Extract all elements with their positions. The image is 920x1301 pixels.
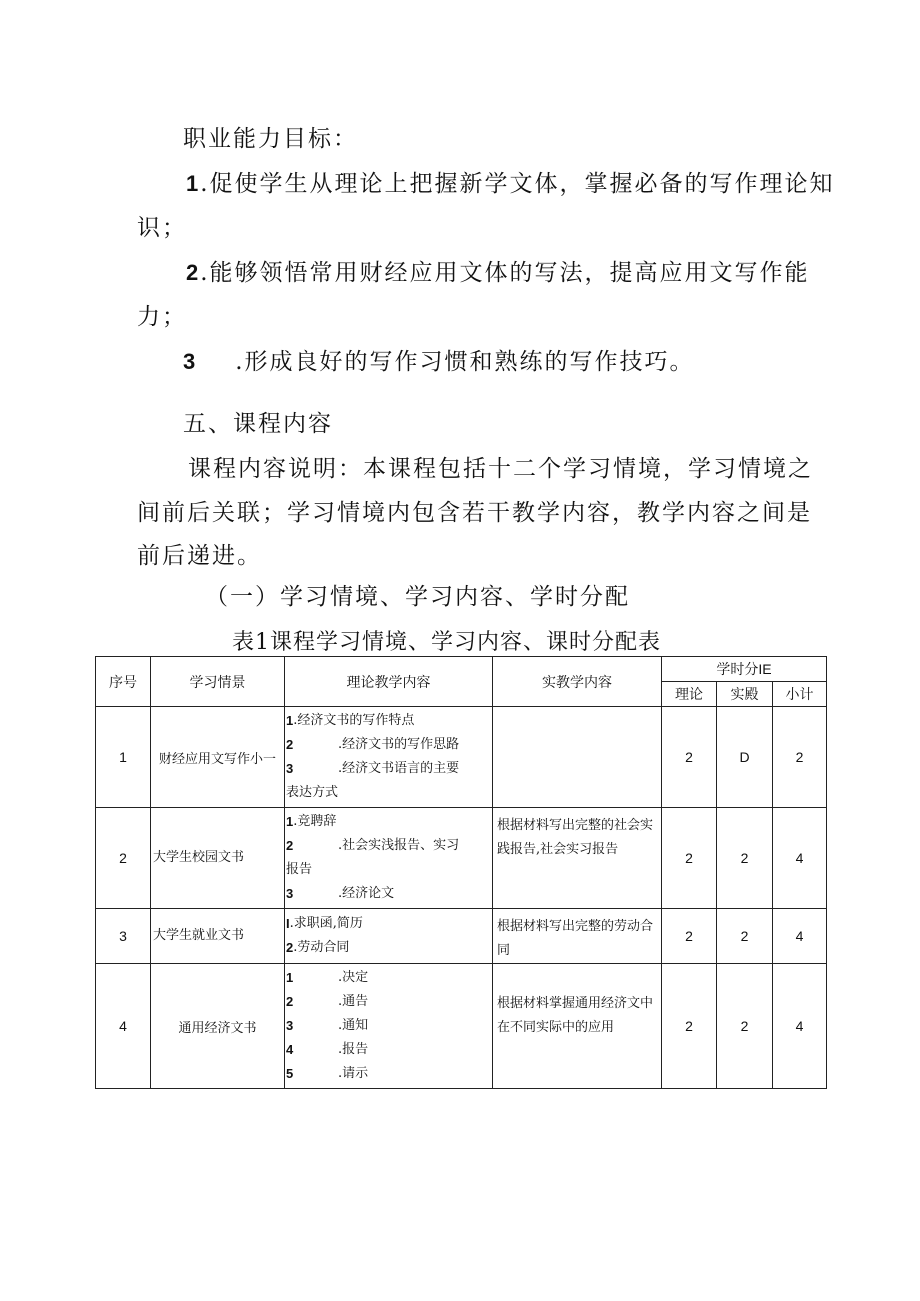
row-seq: 1 bbox=[96, 707, 151, 808]
objective-1 bbox=[186, 165, 835, 198]
row-seq: 4 bbox=[96, 964, 151, 1089]
objective-1-text: .促使学生从理论上把握新学文体，掌握必备的写作理论知 bbox=[200, 171, 835, 197]
header-seq: 序号 bbox=[96, 657, 151, 707]
row-theory-items bbox=[285, 909, 493, 964]
objective-2-number: 2 bbox=[186, 260, 201, 285]
list-item: 1 .竞聘辞 bbox=[286, 814, 337, 829]
row-subtotal: 2 bbox=[773, 707, 827, 808]
row-practice: 根据材料写出完整的劳动合同 bbox=[493, 909, 662, 964]
header-practice-content: 实教学内容 bbox=[493, 657, 662, 707]
section-desc-3: 前后递进。 bbox=[137, 543, 262, 569]
objective-3 bbox=[183, 343, 695, 376]
objectives-heading: 职业能力目标： bbox=[183, 126, 358, 152]
table-row bbox=[96, 909, 827, 964]
table-row bbox=[96, 808, 827, 909]
row-subtotal: 4 bbox=[773, 964, 827, 1089]
list-item-cont: 报告 bbox=[286, 862, 313, 877]
row-subtotal: 4 bbox=[773, 808, 827, 909]
section-desc-1: 课程内容说明：本课程包括十二个学习情境，学习情境之 bbox=[188, 456, 813, 482]
list-item: 3 .通知 bbox=[286, 1018, 369, 1033]
objective-3-text: .形成良好的写作习惯和熟练的写作技巧。 bbox=[235, 349, 695, 375]
row-seq: 2 bbox=[96, 808, 151, 909]
row-practice-hours: 2 bbox=[717, 808, 773, 909]
subsection-title: （一）学习情境、学习内容、学时分配 bbox=[205, 584, 630, 610]
row-subtotal: 4 bbox=[773, 909, 827, 964]
list-item: 1 .决定 bbox=[286, 970, 369, 985]
list-item: 2 .劳动合同 bbox=[286, 940, 350, 955]
row-seq: 3 bbox=[96, 909, 151, 964]
row-situation: 大学生就业文书 bbox=[151, 909, 285, 964]
list-item: I .求职函,简历 bbox=[286, 916, 363, 931]
objective-2-text: .能够领悟常用财经应用文体的写法，提高应用文写作能 bbox=[200, 260, 810, 286]
row-practice: 根据材料写出完整的社会实践报告,社会实习报告 bbox=[493, 808, 662, 909]
table-caption: 表1课程学习情境、学习内容、课时分配表 bbox=[232, 630, 661, 655]
list-item: 3 .经济论文 bbox=[286, 886, 395, 901]
table-row bbox=[96, 707, 827, 808]
list-item: 2 .通告 bbox=[286, 994, 369, 1009]
row-theory-hours: 2 bbox=[662, 808, 717, 909]
list-item: 1 .经济文书的写作特点 bbox=[286, 713, 415, 728]
row-theory-hours: 2 bbox=[662, 964, 717, 1089]
row-situation: 大学生校园文书 bbox=[151, 808, 285, 909]
objective-2-cont: 力； bbox=[137, 304, 187, 330]
row-theory-hours: 2 bbox=[662, 707, 717, 808]
row-practice-hours: 2 bbox=[717, 964, 773, 1089]
list-item-cont: 表达方式 bbox=[286, 785, 339, 800]
objective-1-number: 1 bbox=[186, 171, 201, 196]
list-item: 3 .经济文书语言的主要 bbox=[286, 761, 460, 776]
list-item: 5 .请示 bbox=[286, 1066, 369, 1081]
row-theory-items bbox=[285, 808, 493, 909]
row-theory-items bbox=[285, 707, 493, 808]
header-subtotal: 小计 bbox=[773, 682, 827, 707]
row-theory-hours: 2 bbox=[662, 909, 717, 964]
header-theory-content: 理论教学内容 bbox=[285, 657, 493, 707]
header-hours: 学时分IE bbox=[662, 657, 827, 682]
row-practice-hours: 2 bbox=[717, 909, 773, 964]
header-theory: 理论 bbox=[662, 682, 717, 707]
section-desc-2: 间前后关联；学习情境内包含若干教学内容，教学内容之间是 bbox=[137, 500, 812, 526]
list-item: 2 .经济文书的写作思路 bbox=[286, 737, 460, 752]
list-item: 4 .报告 bbox=[286, 1042, 369, 1057]
objective-2 bbox=[186, 254, 810, 287]
row-practice-hours: D bbox=[717, 707, 773, 808]
schedule-table bbox=[95, 656, 827, 1089]
row-practice bbox=[493, 707, 662, 808]
list-item: 2 .社会实浅报告、实习 bbox=[286, 838, 460, 853]
section-title: 五、课程内容 bbox=[183, 411, 333, 437]
row-situation: 通用经济文书 bbox=[151, 964, 285, 1089]
header-practice: 实殿 bbox=[717, 682, 773, 707]
row-theory-items bbox=[285, 964, 493, 1089]
objective-1-cont: 识； bbox=[137, 215, 187, 241]
table-row bbox=[96, 964, 827, 1089]
row-practice: 根据材料掌握通用经济文中在不同实际中的应用 bbox=[493, 964, 662, 1089]
header-situation: 学习情景 bbox=[151, 657, 285, 707]
objective-3-number: 3 bbox=[183, 349, 198, 374]
row-situation: 财经应用文写作小一 bbox=[151, 707, 285, 808]
